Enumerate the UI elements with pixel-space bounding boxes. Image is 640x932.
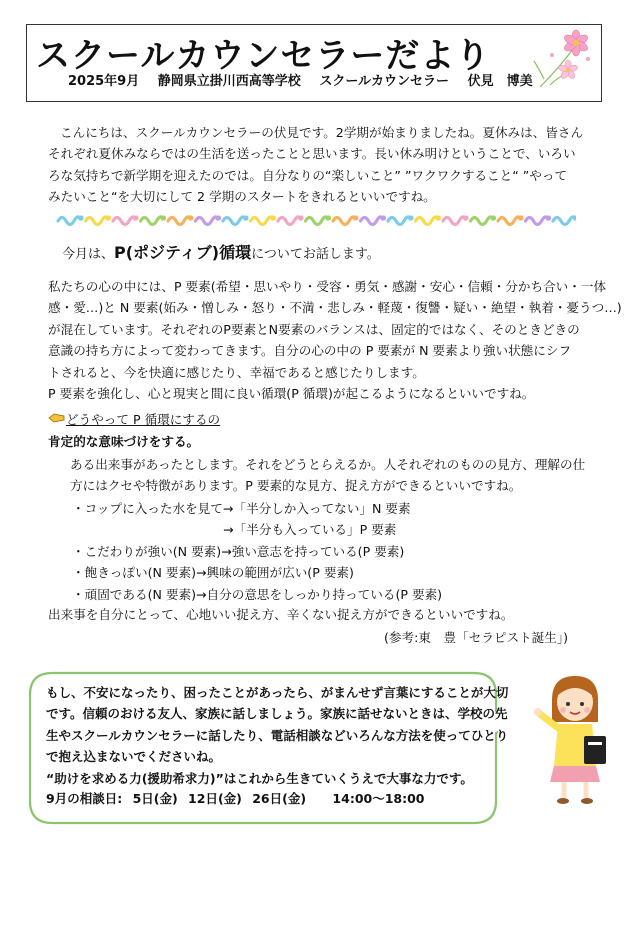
text-line: です。信頼のおける友人、家族に話しましょう。家族に話せないときは、学校の先 — [46, 706, 508, 722]
text-line: で抱え込まないでくださいね。 — [46, 749, 222, 765]
snake-decoration — [416, 217, 438, 225]
snake-decoration — [141, 217, 163, 225]
snake-decoration — [388, 217, 410, 225]
snake-head — [133, 215, 138, 220]
closing-line: 出来事を自分にとって、心地いい捉え方、辛くない捉え方ができるといいですね。 — [48, 607, 514, 622]
snake-decoration — [278, 217, 300, 225]
text-line: 生やスクールカウンセラーに話したり、電話相談などいろんな方法を使ってひとり — [46, 727, 509, 743]
examples-list — [72, 498, 442, 605]
list-item: ・頑固である(N 要素)→自分の意思をしっかり持っている(P 要素) — [72, 586, 443, 602]
howto-heading: どうやって P 循環にするの — [66, 412, 221, 427]
topic-line — [62, 240, 380, 263]
text-line: ろな気持ちで新学期を迎えたのでは。自分なりの“楽しいこと” ”ワクワクすること“ ”やって — [48, 167, 568, 183]
snake-head — [161, 215, 166, 220]
snake-head — [463, 215, 468, 220]
snake-decoration — [361, 217, 383, 225]
snake-head — [436, 215, 441, 220]
snake-head — [326, 215, 331, 220]
header-info — [68, 70, 547, 89]
snake-decoration — [498, 217, 520, 225]
author-role: スクールカウンセラー — [319, 74, 450, 89]
snake-decoration — [196, 217, 218, 225]
counselor-girl-illustration — [530, 670, 620, 810]
snake-decoration — [443, 217, 465, 225]
topic-suffix: についてお話します。 — [251, 247, 380, 262]
snake-head — [546, 215, 551, 220]
bubble-message — [46, 682, 508, 789]
text-line: こんにちは、スクールカウンセラーの伏見です。2学期が始まりましたね。夏休みは、皆さん — [60, 125, 584, 140]
snake-decoration — [553, 217, 575, 225]
text-line: 方にはクセや特徴があります。P 要素的な見方、捉え方ができるといいですね。 — [70, 478, 522, 494]
topic-prefix: 今月は、 — [62, 247, 115, 262]
snake-head — [353, 215, 358, 220]
snake-head — [106, 215, 111, 220]
text-line: ある出来事があったとします。それをどうとらえるか。人それぞれのものの見方、理解の仕 — [70, 457, 586, 472]
snake-decoration — [113, 217, 135, 225]
snake-head — [491, 215, 496, 220]
schedule-date: 26日(金) — [252, 791, 307, 806]
text-line: もし、不安になったり、困ったことがあったら、がまんせず言葉にすることが大切 — [46, 685, 509, 700]
snake-head — [381, 215, 386, 220]
snake-decoration — [471, 217, 493, 225]
text-line: それぞれ夏休みならではの生活を送ったことと思います。長い休み明けということで、いろい — [48, 146, 576, 162]
snake-decoration — [251, 217, 273, 225]
text-line: 私たちの心の中には、P 要素(希望・思いやり・受容・勇気・感謝・安心・信頼・分かち合い・一体 — [48, 279, 607, 294]
snake-decoration — [58, 217, 80, 225]
snake-decoration — [168, 217, 190, 225]
schedule-time: 14:00～18:00 — [332, 791, 425, 806]
school-name: 静岡県立掛川西高等学校 — [157, 74, 301, 89]
text-line: P 要素を強化し、心と現実と間に良い循環(P 循環)が起こるようになるといいですね。 — [48, 386, 535, 402]
text-line: “助けを求める力(援助希求力)”はこれから生きていくうえで大事な力です。 — [46, 770, 473, 786]
schedule-label: 9月の相談日: — [46, 791, 123, 806]
snake-decoration — [223, 217, 245, 225]
intro-paragraph — [48, 122, 583, 208]
snake-decoration — [306, 217, 328, 225]
snake-head — [271, 215, 276, 220]
snake-head — [216, 215, 221, 220]
example-intro — [70, 454, 585, 497]
topic-title: P(ポジティブ)循環 — [114, 243, 252, 262]
reference: (参考:東 豊「セラピスト誕生」) — [384, 630, 569, 645]
consultation-schedule — [46, 789, 431, 807]
snake-decoration — [526, 217, 548, 225]
list-item: ・コップに入った水を見て→「半分しか入ってない」N 要素 — [72, 501, 411, 516]
issue-date: 2025年9月 — [68, 74, 140, 89]
snake-decoration — [333, 217, 355, 225]
newsletter-title: スクールカウンセラーだより — [36, 36, 491, 76]
list-item: ・こだわりが強い(N 要素)→強い意志を持っている(P 要素) — [72, 543, 405, 559]
snake-head — [298, 215, 303, 220]
cosmos-flower-illustration — [530, 27, 598, 93]
snake-head — [408, 215, 413, 220]
body-paragraph — [48, 276, 622, 404]
author-name: 伏見 博美 — [467, 74, 533, 89]
snake-head — [188, 215, 193, 220]
text-line: 意識の持ち方によって変わってきます。自分の心の中の P 要素が N 要素より強い状態にシフ — [48, 343, 572, 359]
pointing-hand-icon — [48, 412, 66, 424]
list-item: →「半分も入っている」P 要素 — [72, 522, 397, 538]
snake-head — [243, 215, 248, 220]
text-line: トされると、今を快適に感じたり、幸福であると感じたりします。 — [48, 364, 425, 380]
snake-decoration — [86, 217, 108, 225]
snake-head — [78, 215, 83, 220]
text-line: 感・愛…)と N 要素(妬み・憎しみ・怒り・不満・悲しみ・軽蔑・復讐・疑い・絶望・執着・憂うつ…) — [48, 300, 622, 316]
schedule-date: 5日(金) — [132, 791, 178, 806]
snake-border-illustration — [56, 209, 576, 227]
key-point: 肯定的な意味づけをする。 — [48, 434, 200, 449]
text-line: みたいこと“を大切にして 2 学期のスタートをきれるといいですね。 — [48, 189, 436, 205]
schedule-date: 12日(金) — [188, 791, 242, 806]
list-item: ・飽きっぽい(N 要素)→興味の範囲が広い(P 要素) — [72, 565, 354, 581]
snake-head — [518, 215, 523, 220]
text-line: が混在しています。それぞれのP要素とN要素のバランスは、固定的ではなく、そのときどきの — [48, 321, 580, 337]
